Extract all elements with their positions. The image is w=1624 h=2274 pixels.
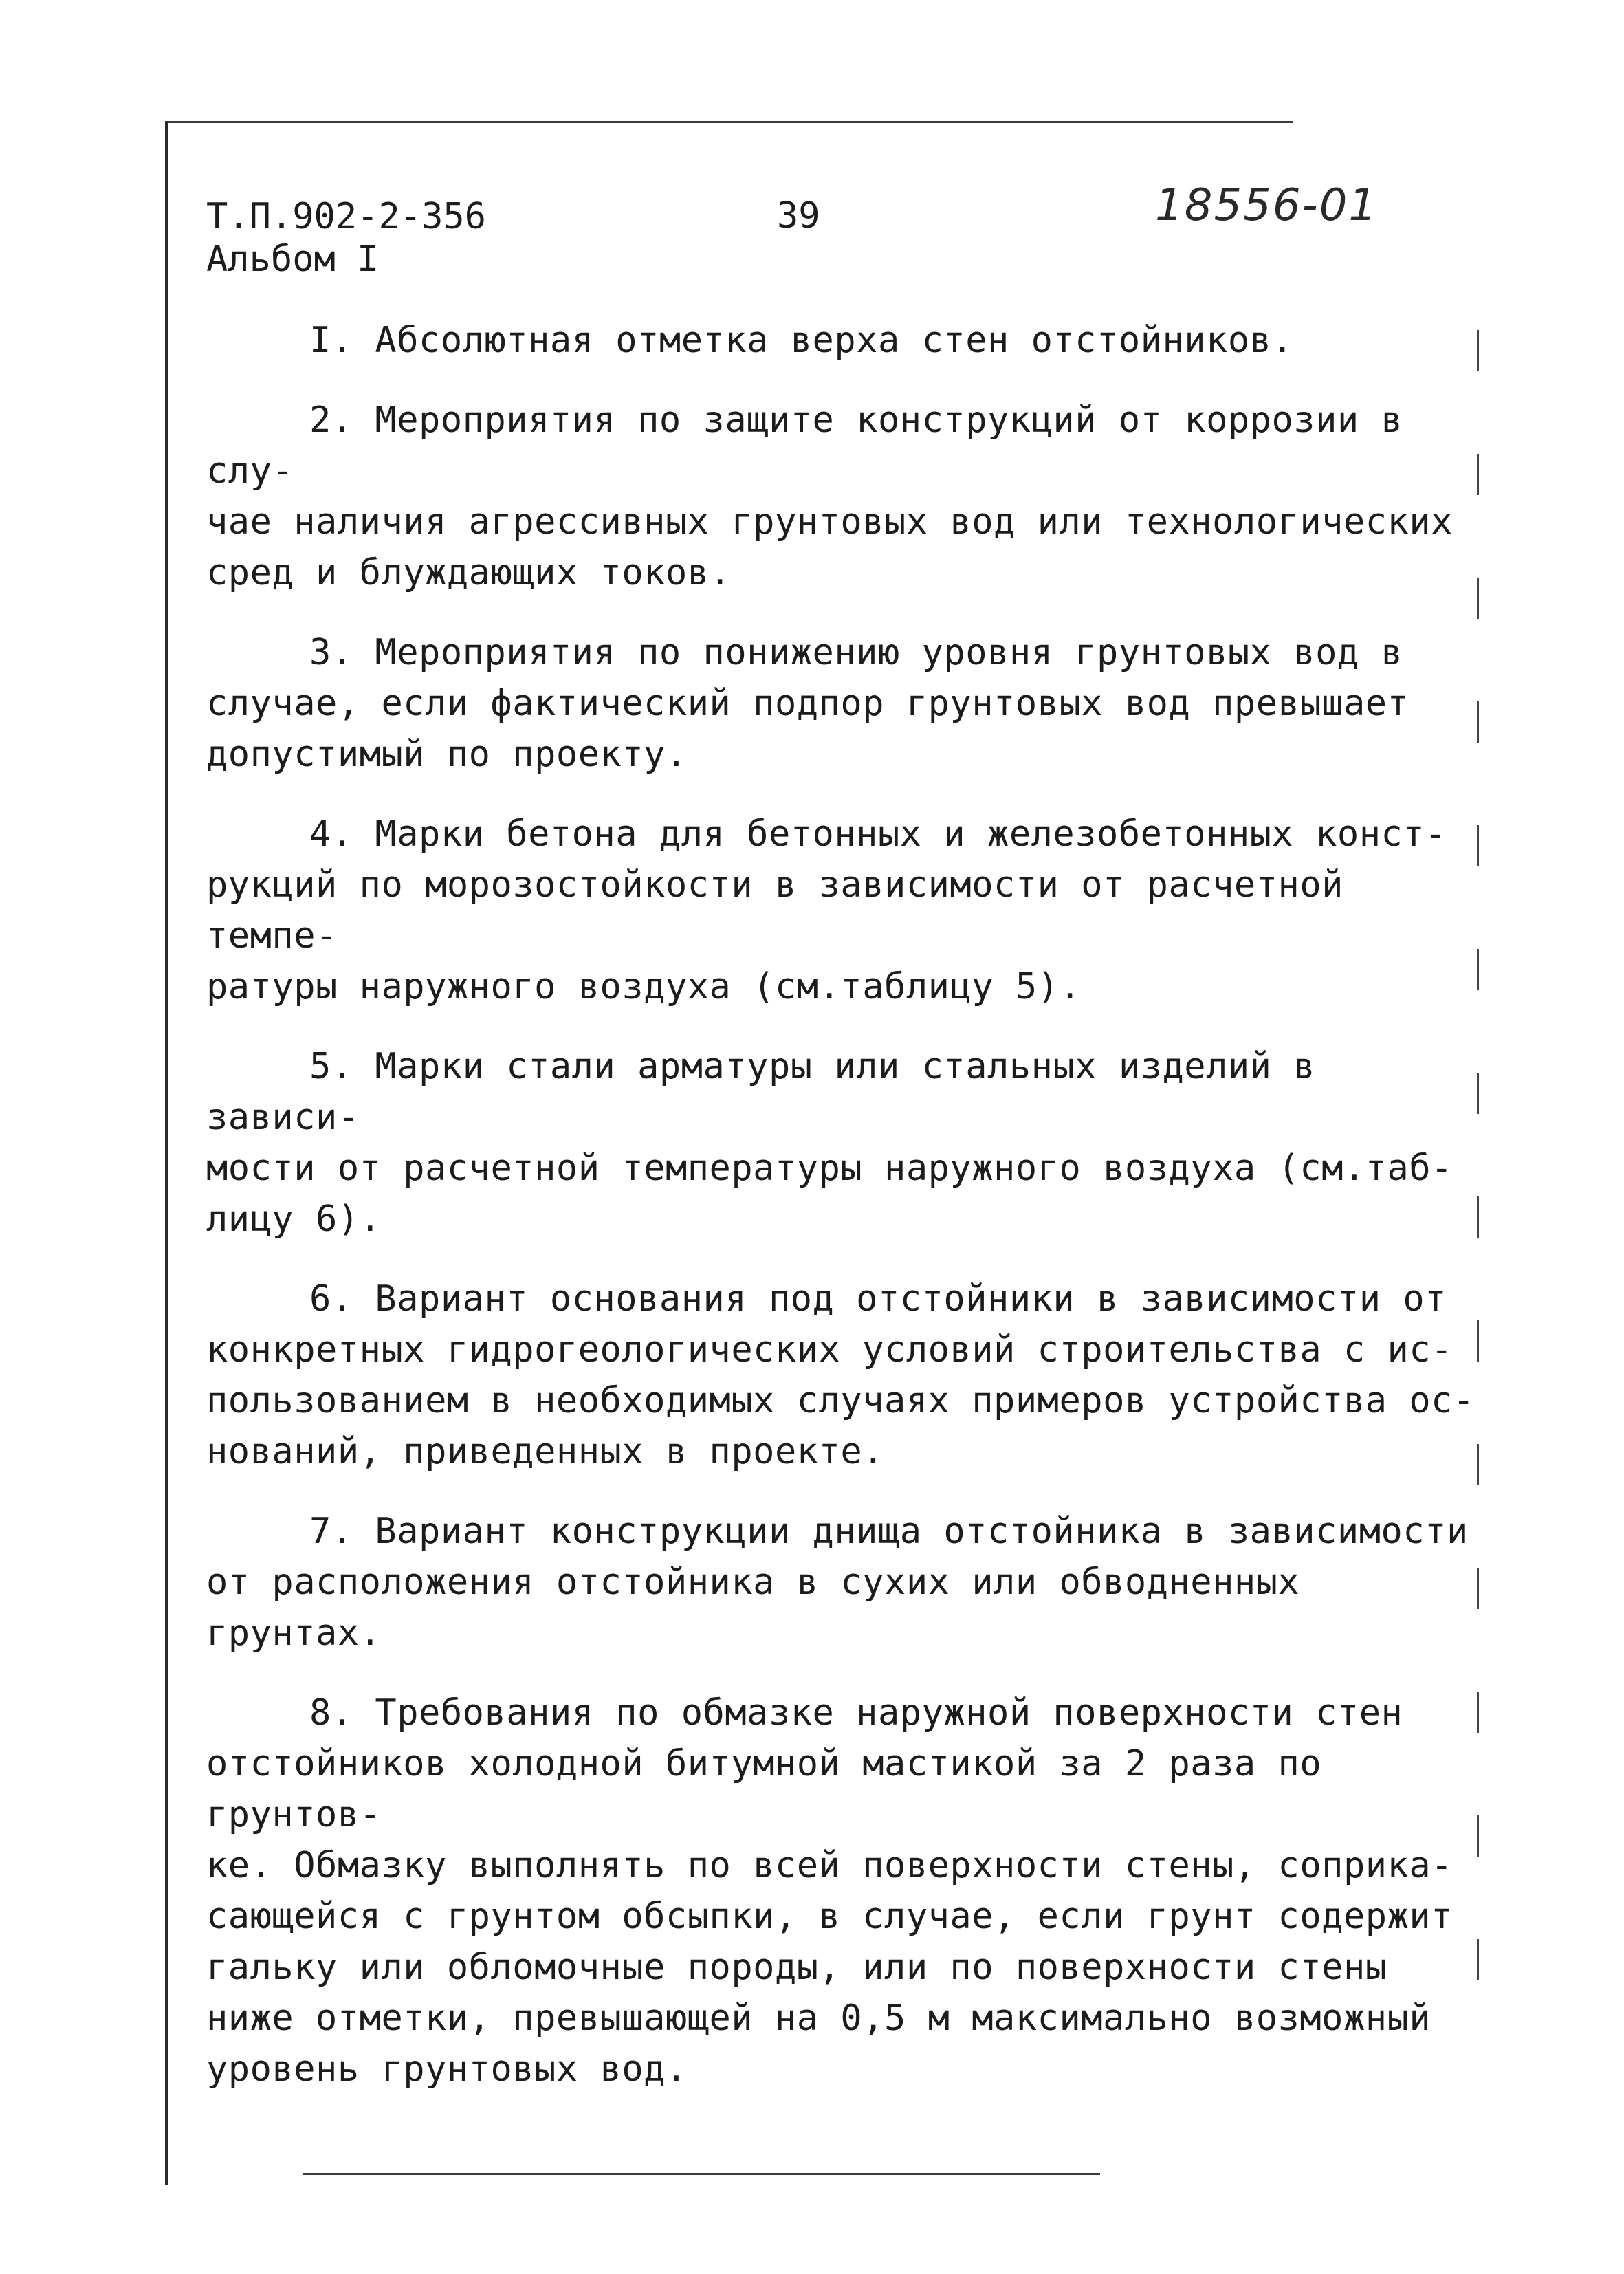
list-item: 7. Вариант конструкции днища отстойника в зависимости от расположения отстойника в сухих или обводненных грунтах. [206,1511,1469,1654]
document-header [206,195,486,281]
album-label: Альбом I [206,239,379,280]
frame-bottom-line [303,2173,1100,2175]
frame-top-line [165,121,1293,123]
list-item: 6. Вариант основания под отстойники в зависимости от конкретных гидрогеологических условий строительства с ис- пользованием в необходимых случаях примеров устройства ос- нований, приведенных в проекте. [206,1278,1475,1472]
list-item: 5. Марки стали арматуры или стальных изделий в зависи- мости от расчетной температуры наружного воздуха (см.таб- лицу 6). [206,1046,1453,1240]
document-id: Т.П.902-2-356 [206,196,486,237]
requirements-list [206,315,1485,2123]
list-item: 8. Требования по обмазке наружной поверхности стен отстойников холодной битумной мастикой за 2 раза по грунтов- ке. Обмазку выполнять по всей поверхности стены, соприка- сающейся с грунтом обсыпки, в случае, если грунт содержит гальку или обломочные породы, или по поверхности стены ниже отметки, превышающей на 0,5 м максимально возможный уровень грунтовых вод. [206,1692,1453,2090]
page-number: 39 [777,195,820,237]
list-item: 2. Мероприятия по защите конструкций от коррозии в слу- чае наличия агрессивных грунтовых вод или технологических сред и блуждающих токов. [206,400,1453,593]
list-item: 4. Марки бетона для бетонных и железобетонных конст- рукций по морозостойкости в зависимости от расчетной темпе- ратуры наружного воздуха (см.таблицу 5). [206,813,1447,1007]
frame-left-line [165,122,168,2185]
list-item: I. Абсолютная отметка верха стен отстойников. [309,320,1294,361]
list-item: 3. Мероприятия по понижению уровня грунтовых вод в случае, если фактический подпор грунтовых вод превышает допустимый по проекту. [206,632,1409,775]
inventory-stamp: 18556-01 [1155,180,1379,231]
